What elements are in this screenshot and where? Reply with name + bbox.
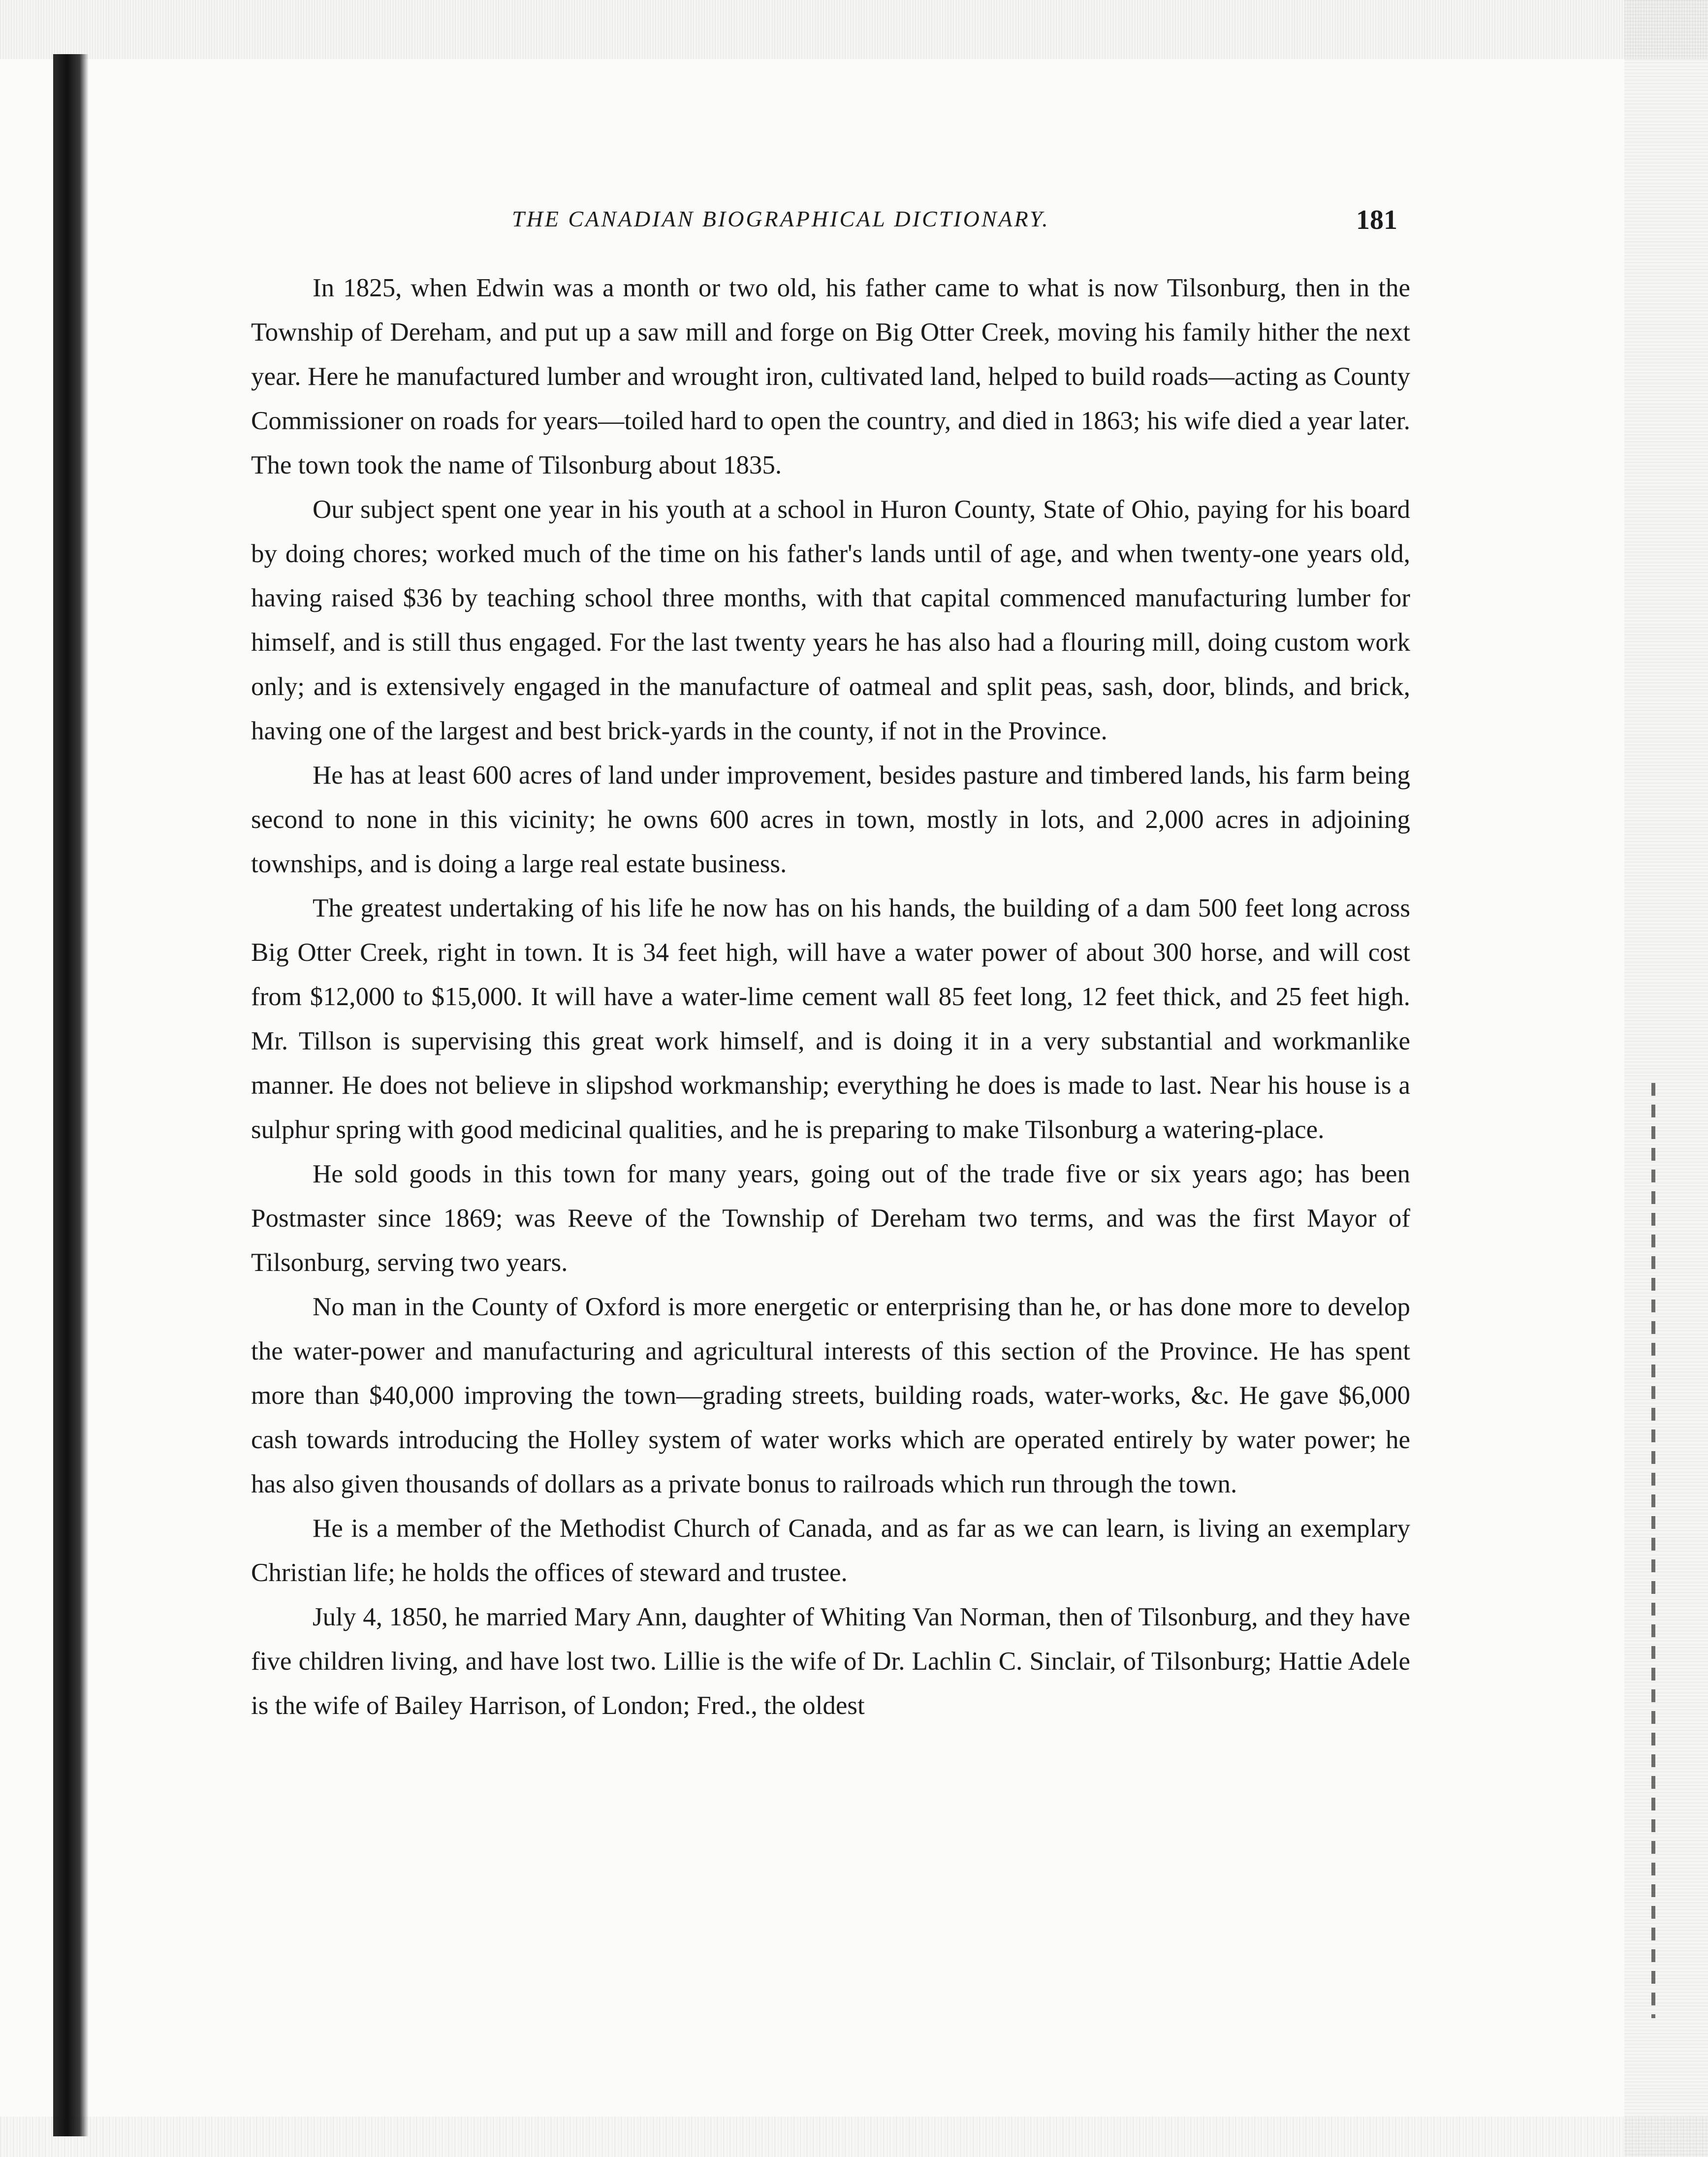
paragraph: He is a member of the Methodist Church of Canada, and as far as we can learn, is living an exemplary Christian life; he holds the offices of steward and trustee.: [251, 1514, 1410, 1587]
scan-noise-top: [0, 0, 1708, 59]
paragraph: July 4, 1850, he married Mary Ann, daughter of Whiting Van Norman, then of Tilsonburg, and they have five children living, and have lost two. Lillie is the wife of Dr. Lachlin C. Sinclair, of Tilsonburg; Hattie Adele is the wife of Bailey Harrison, of London; Fred., the oldest: [251, 1603, 1410, 1720]
paragraph: Our subject spent one year in his youth at a school in Huron County, State of Ohio, paying for his board by doing chores; worked much of the time on his father's lands until of age, and when twenty-one years old, having raised $36 by teaching school three months, with that capital commenced manufacturing lumber for himself, and is still thus engaged. For the last twenty years he has also had a flouring mill, doing custom work only; and is extensively engaged in the manufacture of oatmeal and split peas, sash, door, blinds, and brick, having one of the largest and best brick-yards in the county, if not in the Province.: [251, 495, 1410, 745]
paragraph: The greatest undertaking of his life he now has on his hands, the building of a dam 500 feet long across Big Otter Creek, right in town. It is 34 feet high, will have a water power of about 300 horse, and will cost from $12,000 to $15,000. It will have a water-lime cement wall 85 feet long, 12 feet thick, and 25 feet high. Mr. Tillson is supervising this great work himself, and is doing it in a very substantial and workmanlike manner. He does not believe in slipshod workmanship; everything he does is made to last. Near his house is a sulphur spring with good medicinal qualities, and he is preparing to make Tilsonburg a watering-place.: [251, 894, 1410, 1144]
scan-edge-marks: [1651, 1083, 1655, 2018]
scan-noise-bottom: [0, 2117, 1708, 2157]
paragraph: In 1825, when Edwin was a month or two old, his father came to what is now Tilsonburg, then in the Township of Dereham, and put up a saw mill and forge on Big Otter Creek, moving his family hither the next year. Here he manufactured lumber and wrought iron, cultivated land, helped to build roads—acting as County Commissioner on roads for years—toiled hard to open the country, and died in 1863; his wife died a year later. The town took the name of Tilsonburg about 1835.: [251, 274, 1410, 479]
article-body: [251, 266, 1410, 1728]
paragraph: He sold goods in this town for many years, going out of the trade five or six years ago; has been Postmaster since 1869; was Reeve of the Township of Dereham two terms, and was the first Mayor of Tilsonburg, serving two years.: [251, 1160, 1410, 1277]
scan-noise-right: [1624, 0, 1708, 2157]
binding-edge-shadow: [53, 54, 89, 2136]
paragraph: He has at least 600 acres of land under improvement, besides pasture and timbered lands, his farm being second to none in this vicinity; he owns 600 acres in town, mostly in lots, and 2,000 acres in adjoining townships, and is doing a large real estate business.: [251, 761, 1410, 878]
page-number: 181: [1356, 205, 1397, 235]
paragraph: No man in the County of Oxford is more energetic or enterprising than he, or has done more to develop the water-power and manufacturing and agricultural interests of this section of the Province. He has spent more than $40,000 improving the town—grading streets, building roads, water-works, &c. He gave $6,000 cash towards introducing the Holley system of water works which are operated entirely by water power; he has also given thousands of dollars as a private bonus to railroads which run through the town.: [251, 1293, 1410, 1498]
running-title: THE CANADIAN BIOGRAPHICAL DICTIONARY.: [512, 206, 1050, 231]
